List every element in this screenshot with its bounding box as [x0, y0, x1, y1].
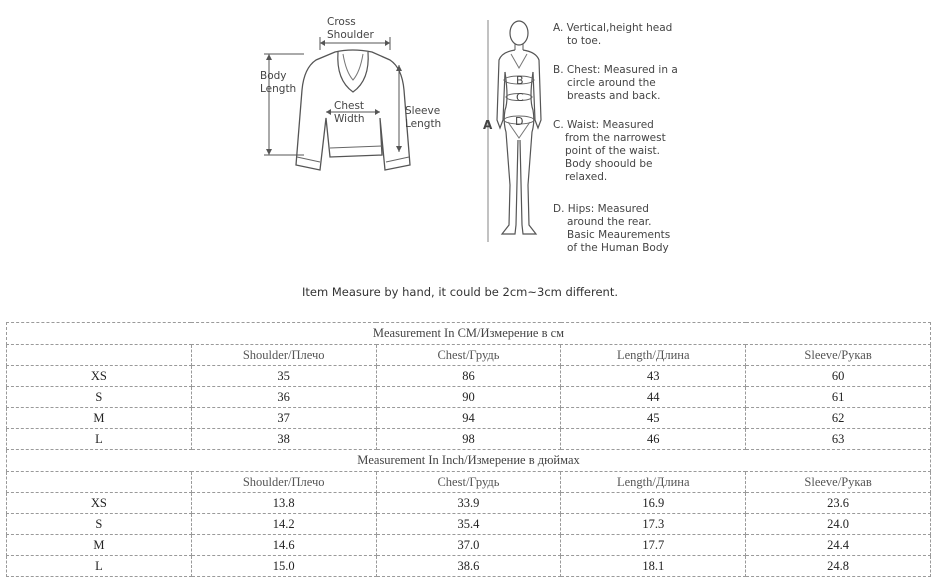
column-header: Sleeve/Рукав — [746, 345, 931, 366]
label-line: Length — [260, 83, 297, 95]
column-header: Chest/Грудь — [376, 472, 561, 493]
value-cell: 24.0 — [746, 514, 931, 535]
value-cell: 44 — [561, 387, 746, 408]
column-header — [7, 472, 192, 493]
body-label-c: C — [516, 91, 524, 104]
size-cell: L — [7, 429, 192, 450]
note-c — [553, 119, 666, 184]
sleeve-length-label — [405, 105, 441, 131]
cross-shoulder-label — [327, 16, 374, 42]
column-header: Chest/Грудь — [376, 345, 561, 366]
body-label-a: A — [483, 118, 493, 132]
table-row — [7, 408, 931, 429]
column-header: Length/Длина — [561, 472, 746, 493]
value-cell: 86 — [376, 366, 561, 387]
value-cell: 37 — [191, 408, 376, 429]
note-line: around the rear. — [567, 216, 652, 228]
value-cell: 38.6 — [376, 556, 561, 577]
value-cell: 13.8 — [191, 493, 376, 514]
value-cell: 98 — [376, 429, 561, 450]
table-row — [7, 366, 931, 387]
note-line: relaxed. — [565, 171, 608, 183]
label-line: Body — [260, 70, 287, 82]
value-cell: 37.0 — [376, 535, 561, 556]
table-row — [7, 429, 931, 450]
table-row — [7, 556, 931, 577]
value-cell: 63 — [746, 429, 931, 450]
note-line: circle around the — [567, 77, 656, 89]
value-cell: 24.4 — [746, 535, 931, 556]
inch-header-row — [7, 472, 931, 493]
column-header: Shoulder/Плечо — [191, 472, 376, 493]
label-line: Cross — [327, 16, 356, 28]
size-cell: S — [7, 514, 192, 535]
size-cell: XS — [7, 493, 192, 514]
value-cell: 61 — [746, 387, 931, 408]
note-line: Basic Meaurements — [567, 229, 671, 241]
value-cell: 90 — [376, 387, 561, 408]
size-cell: XS — [7, 366, 192, 387]
body-label-b: B — [516, 74, 524, 87]
measure-caption: Item Measure by hand, it could be 2cm~3cm different. — [301, 285, 619, 299]
value-cell: 23.6 — [746, 493, 931, 514]
table-row — [7, 535, 931, 556]
note-line: C. Waist: Measured — [553, 119, 654, 131]
size-cell: M — [7, 408, 192, 429]
note-line: D. Hips: Measured — [553, 203, 649, 215]
note-line: B. Chest: Measured in a — [553, 64, 678, 76]
size-cell: S — [7, 387, 192, 408]
label-line: Sleeve — [405, 105, 441, 117]
note-line: to toe. — [567, 35, 602, 47]
value-cell: 35.4 — [376, 514, 561, 535]
label-line: Width — [334, 113, 365, 125]
cm-title-row — [7, 323, 931, 345]
column-header — [7, 345, 192, 366]
label-line: Chest — [334, 100, 365, 112]
table-row — [7, 493, 931, 514]
value-cell: 94 — [376, 408, 561, 429]
note-line: A. Vertical,height head — [553, 22, 673, 34]
note-b — [553, 64, 678, 103]
value-cell: 14.2 — [191, 514, 376, 535]
chest-width-label — [334, 100, 365, 126]
value-cell: 33.9 — [376, 493, 561, 514]
table-row — [7, 387, 931, 408]
note-d — [553, 203, 670, 255]
column-header: Sleeve/Рукав — [746, 472, 931, 493]
value-cell: 16.9 — [561, 493, 746, 514]
value-cell: 43 — [561, 366, 746, 387]
column-header: Shoulder/Плечо — [191, 345, 376, 366]
label-line: Length — [405, 118, 442, 130]
note-line: Body shoould be — [565, 158, 653, 170]
inch-section-title: Measurement In Inch/Измерение в дюймах — [7, 450, 931, 472]
value-cell: 17.7 — [561, 535, 746, 556]
value-cell: 35 — [191, 366, 376, 387]
inch-title-row — [7, 450, 931, 472]
body-length-label — [260, 70, 296, 96]
value-cell: 38 — [191, 429, 376, 450]
value-cell: 15.0 — [191, 556, 376, 577]
cm-header-row — [7, 345, 931, 366]
size-table — [6, 322, 931, 577]
note-line: of the Human Body — [567, 242, 669, 254]
note-line: breasts and back. — [567, 90, 661, 102]
note-line: point of the waist. — [565, 145, 661, 157]
value-cell: 36 — [191, 387, 376, 408]
size-cell: L — [7, 556, 192, 577]
value-cell: 46 — [561, 429, 746, 450]
table-row — [7, 514, 931, 535]
size-cell: M — [7, 535, 192, 556]
value-cell: 62 — [746, 408, 931, 429]
value-cell: 18.1 — [561, 556, 746, 577]
value-cell: 60 — [746, 366, 931, 387]
note-a — [553, 22, 672, 48]
value-cell: 24.8 — [746, 556, 931, 577]
value-cell: 45 — [561, 408, 746, 429]
column-header: Length/Длина — [561, 345, 746, 366]
value-cell: 14.6 — [191, 535, 376, 556]
note-line: from the narrowest — [565, 132, 666, 144]
body-label-d: D — [515, 115, 524, 128]
label-line: Shoulder — [327, 29, 374, 41]
cm-section-title: Measurement In CM/Измерение в см — [7, 323, 931, 345]
value-cell: 17.3 — [561, 514, 746, 535]
